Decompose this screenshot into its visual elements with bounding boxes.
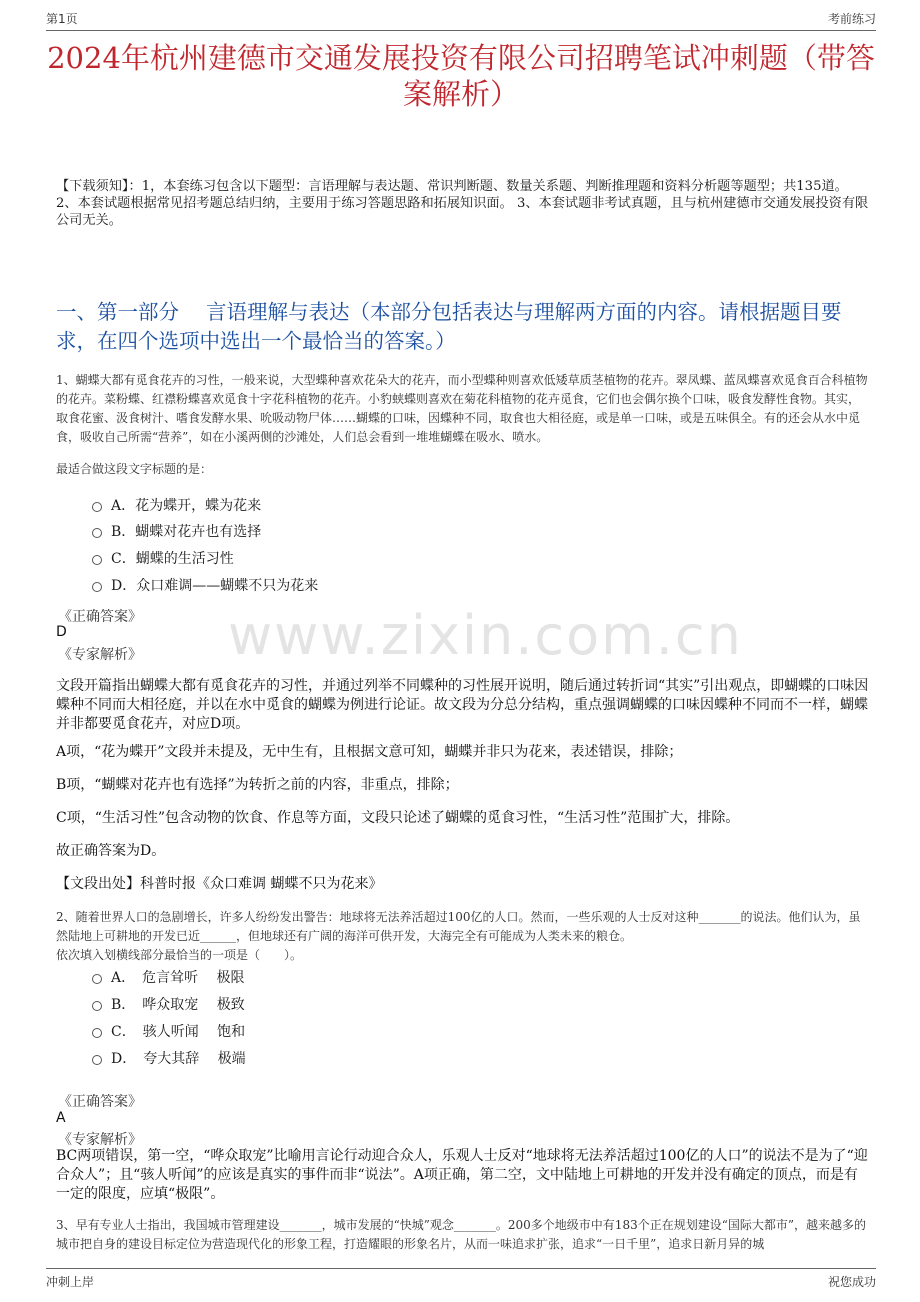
option-label: C．蝴蝶的生活习性 — [111, 551, 234, 567]
header-rule — [46, 30, 876, 31]
question-2-stem: 2、随着世界人口的急剧增长，许多人纷纷发出警告：地球将无法养活超过100亿的人口。然而，一些乐观的人士反对这种_______的说法。他们认为，虽然陆地上可耕地的开发已近______，但地球还有广阔的海洋可供开发，大海完全有可能成为人类未来的粮仓。 — [56, 910, 861, 943]
footer-right: 祝您成功 — [827, 1275, 876, 1289]
radio-icon[interactable] — [92, 582, 102, 592]
footer-left: 冲刺上岸 — [46, 1275, 95, 1289]
question-1-option-a[interactable] — [92, 494, 261, 516]
analysis-label: 《专家解析》 — [58, 647, 142, 663]
question-1-prompt: 最适合做这段文字标题的是： — [56, 462, 213, 476]
analysis-label: 《专家解析》 — [58, 1132, 142, 1148]
analysis-paragraph: C项，“生活习性”包含动物的饮食、作息等方面，文段只论述了蝴蝶的觅食习性，“生活习性”范围扩大，排除。 — [56, 810, 740, 826]
question-1-option-d[interactable] — [92, 574, 318, 596]
footer-rule — [46, 1268, 876, 1269]
option-label: A．花为蝶开，蝶为花来 — [111, 498, 262, 514]
section-heading: 一、第一部分 言语理解与表达（本部分包括表达与理解两方面的内容。请根据题目要求，在四个选项中选出一个最恰当的答案。） — [56, 300, 842, 353]
correct-answer: A — [56, 1110, 66, 1126]
correct-answer-label: 《正确答案》 — [58, 1094, 142, 1110]
option-label: B． 哗众取宠 极致 — [111, 997, 245, 1013]
option-label: C． 骇人听闻 饱和 — [111, 1024, 246, 1040]
radio-icon[interactable] — [92, 1028, 102, 1038]
option-label: D． 夸大其辞 极端 — [111, 1051, 246, 1067]
question-2-option-d[interactable] — [92, 1047, 246, 1069]
radio-icon[interactable] — [92, 502, 102, 512]
question-2-prompt: 依次填入划横线部分最恰当的一项是（ ）。 — [56, 948, 303, 962]
question-2-option-b[interactable] — [92, 993, 245, 1015]
document-title: 2024年杭州建德市交通发展投资有限公司招聘笔试冲刺题（带答案解析） — [47, 41, 875, 111]
radio-icon[interactable] — [92, 555, 102, 565]
question-2-option-c[interactable] — [92, 1020, 245, 1042]
question-1-option-c[interactable] — [92, 547, 234, 569]
watermark: www.zixin.com.cn — [228, 604, 743, 667]
option-label: A． 危言耸听 极限 — [111, 970, 245, 986]
analysis-paragraph: A项，“花为蝶开”文段并未提及，无中生有，且根据文意可知，蝴蝶并非只为花来，表述错误，排除； — [56, 744, 683, 760]
question-1-stem: 1、蝴蝶大都有觅食花卉的习性，一般来说，大型蝶种喜欢花朵大的花卉，而小型蝶种则喜欢低矮草质茎植物的花卉。翠凤蝶、蓝凤蝶喜欢觅食百合科植物的花卉。菜粉蝶、红襟粉蝶喜欢觅食十字花科植物的花卉。小豹蛱蝶则喜欢在菊花科植物的花卉觅食，它们也会偶尔换个口味，吸食发酵性食物。其实，取食花蜜、汲食树汁、嗜食发酵水果、吮吸动物尸体……蝴蝶的口味，因蝶种不同，取食也大相径庭，或是单一口味，或是五味俱全。有的还会从水中觅食，吸收自己所需“营养”，如在小溪两侧的沙滩处，人们总会看到一堆堆蝴蝶在吸水、喷水。 — [56, 373, 868, 444]
radio-icon[interactable] — [92, 1055, 102, 1065]
analysis-paragraph: BC两项错误，第一空，“哗众取宠”比喻用言论行动迎合众人，乐观人士反对“地球将无法养活超过100亿的人口”的说法不是为了“迎合众人”；且“骇人听闻”的应该是真实的事件而非“说法”。A项正确，第二空，文中陆地上可耕地的开发并没有确定的顶点，而是有一定的限度，应填“极限”。 — [56, 1148, 868, 1202]
analysis-paragraph: B项，“蝴蝶对花卉也有选择”为转折之前的内容，非重点，排除； — [56, 777, 459, 793]
question-1-option-b[interactable] — [92, 520, 261, 542]
radio-icon[interactable] — [92, 974, 102, 984]
analysis-paragraph: 文段开篇指出蝴蝶大都有觅食花卉的习性，并通过列举不同蝶种的习性展开说明，随后通过转折词“其实”引出观点，即蝴蝶的口味因蝶种不同而大相径庭，并以在水中觅食的蝴蝶为例进行论证。故文段为分总分结构，重点强调蝴蝶的口味因蝶种不同而不一样，蝴蝶并非都要觅食花卉，对应D项。 — [56, 678, 869, 732]
question-3-stem: 3、早有专业人士指出，我国城市管理建设_______，城市发展的“快城”观念_______。200多个地级市中有183个正在规划建设“国际大都市”，越来越多的城市把自身的建设目标定位为营造现代化的形象工程，打造耀眼的形象名片，从而一味追求扩张，追求“一日千里”，追求日新月异的城 — [56, 1218, 866, 1251]
question-2-option-a[interactable] — [92, 966, 245, 988]
download-notice: 【下载须知】：1，本套练习包含以下题型：言语理解与表达题、常识判断题、数量关系题、判断推理题和资料分析题等题型；共135道。 2、本套试题根据常见招考题总结归纳，主要用于练习答题思路和拓展知识面。 3、本套试题非考试真题，且与杭州建德市交通发展投资有限公司无关。 — [56, 179, 869, 228]
radio-icon[interactable] — [92, 1001, 102, 1011]
option-label: B．蝴蝶对花卉也有选择 — [111, 524, 262, 540]
correct-answer: D — [56, 624, 67, 640]
source-citation: 【文段出处】科普时报《众口难调 蝴蝶不只为花来》 — [56, 876, 383, 892]
header-tag: 考前练习 — [827, 12, 876, 26]
correct-answer-label: 《正确答案》 — [58, 609, 142, 625]
radio-icon[interactable] — [92, 528, 102, 538]
page-number: 第1页 — [46, 12, 78, 26]
analysis-paragraph: 故正确答案为D。 — [56, 843, 166, 859]
option-label: D．众口难调——蝴蝶不只为花来 — [111, 578, 319, 594]
